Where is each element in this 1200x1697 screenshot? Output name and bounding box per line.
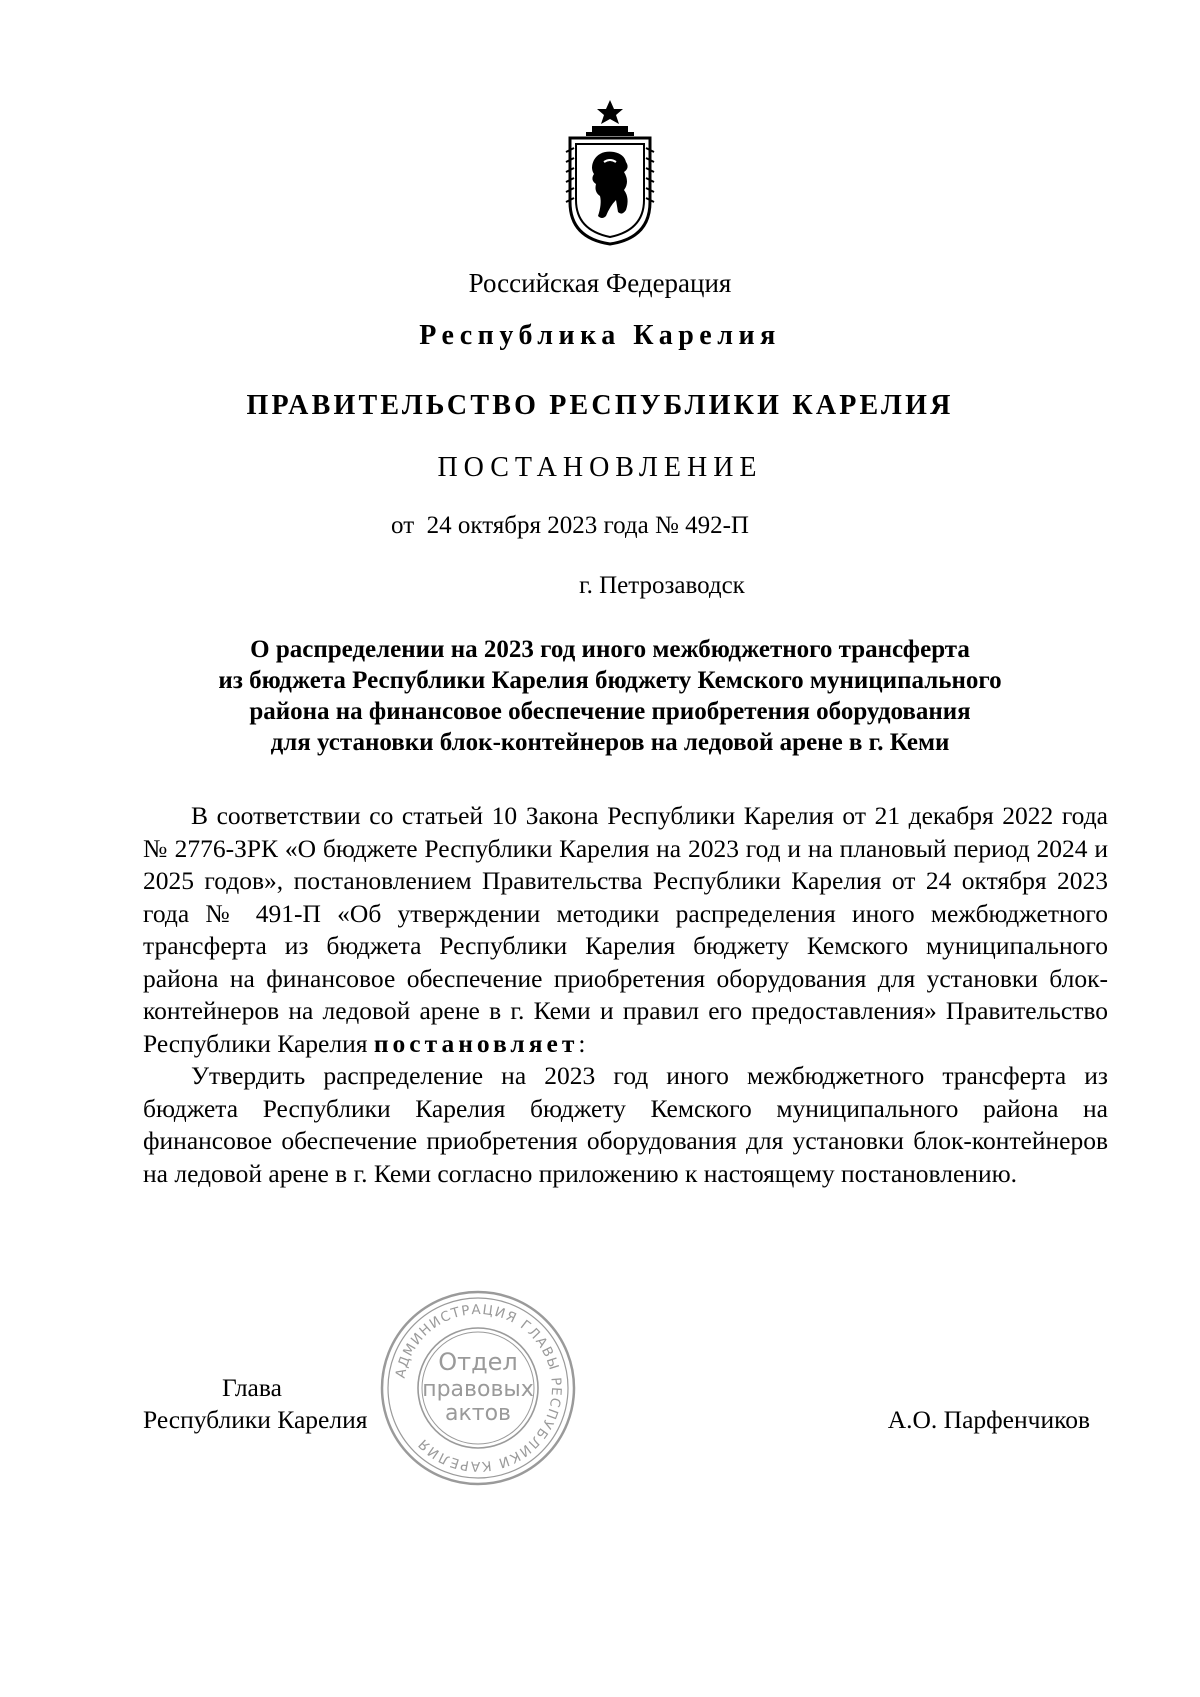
decree-word: постановляет: [373, 1028, 579, 1058]
government-name: ПРАВИТЕЛЬСТВО РЕСПУБЛИКИ КАРЕЛИЯ: [246, 390, 954, 421]
document-body: [143, 800, 1108, 1190]
signature-name: А.О. Парфенчиков: [887, 1405, 1090, 1434]
document-title: [140, 634, 1080, 758]
stamp-ring-text: АДМИНИСТРАЦИЯ ГЛАВЫ РЕСПУБЛИКИ КАРЕЛИЯ: [392, 1301, 565, 1475]
country-name: Российская Федерация: [468, 268, 732, 298]
decree-colon: :: [578, 1028, 586, 1058]
coat-of-arms-emblem: [564, 98, 656, 246]
document-type: ПОСТАНОВЛЕНИЕ: [437, 452, 763, 483]
document-date-number: от 24 октября 2023 года № 492-П: [391, 512, 749, 539]
preamble-text: В соответствии со статьей 10 Закона Республики Карелия от 21 декабря 2022 года № 2776-ЗРК «О бюджете Республики Карелия на 2023 год и на плановый период 2024 и 2025 годов», постановлением Правительства Республики Карелия от 24 октября 2023 года № 491-П «Об утверждении методики распределения иного межбюджетного трансферта из бюджета Республики Карелия бюджету Кемского муниципального района на финансовое обеспечение приобретения оборудования для установки блок-контейнеров на ледовой арене в г. Кеми и правил его предоставления» Правительство Республики Карелия: [143, 801, 1108, 1058]
title-line: района на финансовое обеспечение приобретения оборудования: [249, 698, 971, 725]
document-city: г. Петрозаводск: [579, 572, 745, 599]
title-line: О распределении на 2023 год иного межбюджетного трансферта: [250, 636, 970, 663]
stamp-center-line: Отдел: [438, 1348, 518, 1376]
title-line: из бюджета Республики Карелия бюджету Кемского муниципального: [218, 667, 1002, 694]
body-paragraph: [143, 800, 1108, 1060]
stamp-center-line: правовых: [422, 1377, 534, 1402]
body-paragraph: Утвердить распределение на 2023 год иного межбюджетного трансферта из бюджета Республики Карелия бюджету Кемского муниципального района на финансовое обеспечение приобретения оборудования для установки блок-контейнеров на ледовой арене в г. Кеми согласно приложению к настоящему постановлению.: [143, 1061, 1108, 1188]
official-stamp: [378, 1288, 578, 1488]
signature-role: Глава: [222, 1373, 282, 1402]
republic-name: Республика Карелия: [419, 320, 781, 351]
stamp-center-line: актов: [444, 1401, 512, 1426]
signature-organization: Республики Карелия: [143, 1405, 368, 1434]
title-line: для установки блок-контейнеров на ледовой арене в г. Кеми: [270, 729, 950, 756]
